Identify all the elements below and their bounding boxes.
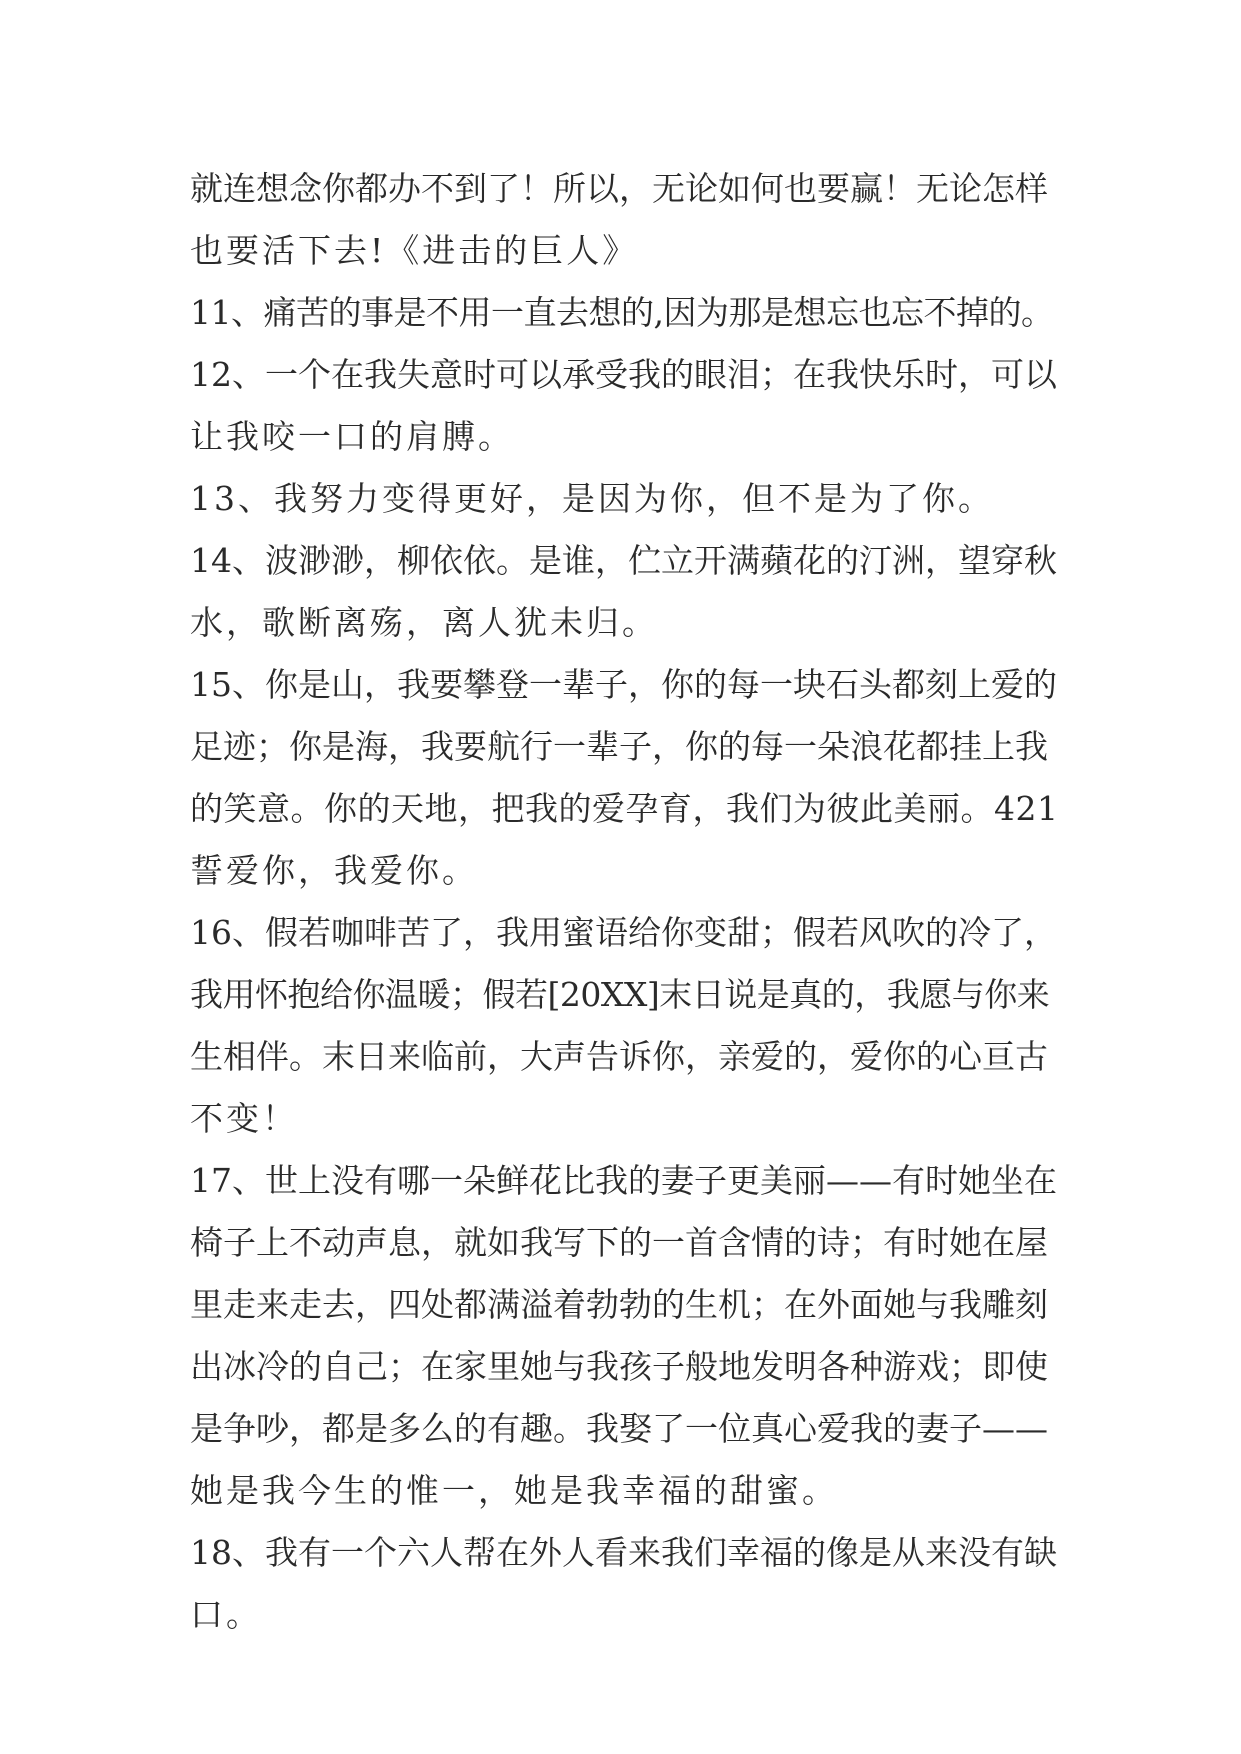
text-line: 椅子上不动声息，就如我写下的一首含情的诗；有时她在屋	[190, 1223, 1048, 1262]
text-line: 15、你是山，我要攀登一辈子，你的每一块石头都刻上爱的	[190, 665, 1057, 704]
text-line: 不变！	[190, 1099, 298, 1138]
text-line: 就连想念你都办不到了！所以，无论如何也要赢！无论怎样	[190, 169, 1048, 208]
document-body	[190, 158, 1060, 1646]
text-line: 出冰冷的自己；在家里她与我孩子般地发明各种游戏；即使	[190, 1347, 1048, 1386]
text-line: 18、我有一个六人帮在外人看来我们幸福的像是从来没有缺	[190, 1533, 1057, 1572]
text-line: 足迹；你是海，我要航行一辈子，你的每一朵浪花都挂上我	[190, 727, 1048, 766]
text-line: 她是我今生的惟一，她是我幸福的甜蜜。	[190, 1471, 838, 1510]
text-line: 是争吵，都是多么的有趣。我娶了一位真心爱我的妻子——	[190, 1409, 1048, 1448]
text-line: 水，歌断离殇，离人犹未归。	[190, 603, 658, 642]
text-line: 12、一个在我失意时可以承受我的眼泪；在我快乐时，可以	[190, 355, 1057, 394]
text-line: 11、痛苦的事是不用一直去想的,因为那是想忘也忘不掉的。	[190, 293, 1054, 332]
text-line: 也要活下去!《进击的巨人》	[190, 231, 639, 270]
text-line: 17、世上没有哪一朵鲜花比我的妻子更美丽——有时她坐在	[190, 1161, 1057, 1200]
text-line: 里走来走去，四处都满溢着勃勃的生机；在外面她与我雕刻	[190, 1285, 1048, 1324]
text-line: 14、波渺渺，柳依依。是谁，伫立开满蘋花的汀洲，望穿秋	[190, 541, 1057, 580]
text-line: 生相伴。末日来临前，大声告诉你，亲爱的，爱你的心亘古	[190, 1037, 1048, 1076]
text-line: 我用怀抱给你温暖；假若[20XX]末日说是真的，我愿与你来	[190, 975, 1050, 1014]
text-line: 誓爱你，我爱你。	[190, 851, 478, 890]
text-line: 口。	[190, 1595, 262, 1634]
text-line: 的笑意。你的天地，把我的爱孕育，我们为彼此美丽。421	[190, 789, 1059, 828]
text-line: 16、假若咖啡苦了，我用蜜语给你变甜；假若风吹的冷了，	[190, 913, 1057, 952]
text-line: 13、我努力变得更好，是因为你，但不是为了你。	[190, 479, 994, 518]
text-line: 让我咬一口的肩膊。	[190, 417, 514, 456]
